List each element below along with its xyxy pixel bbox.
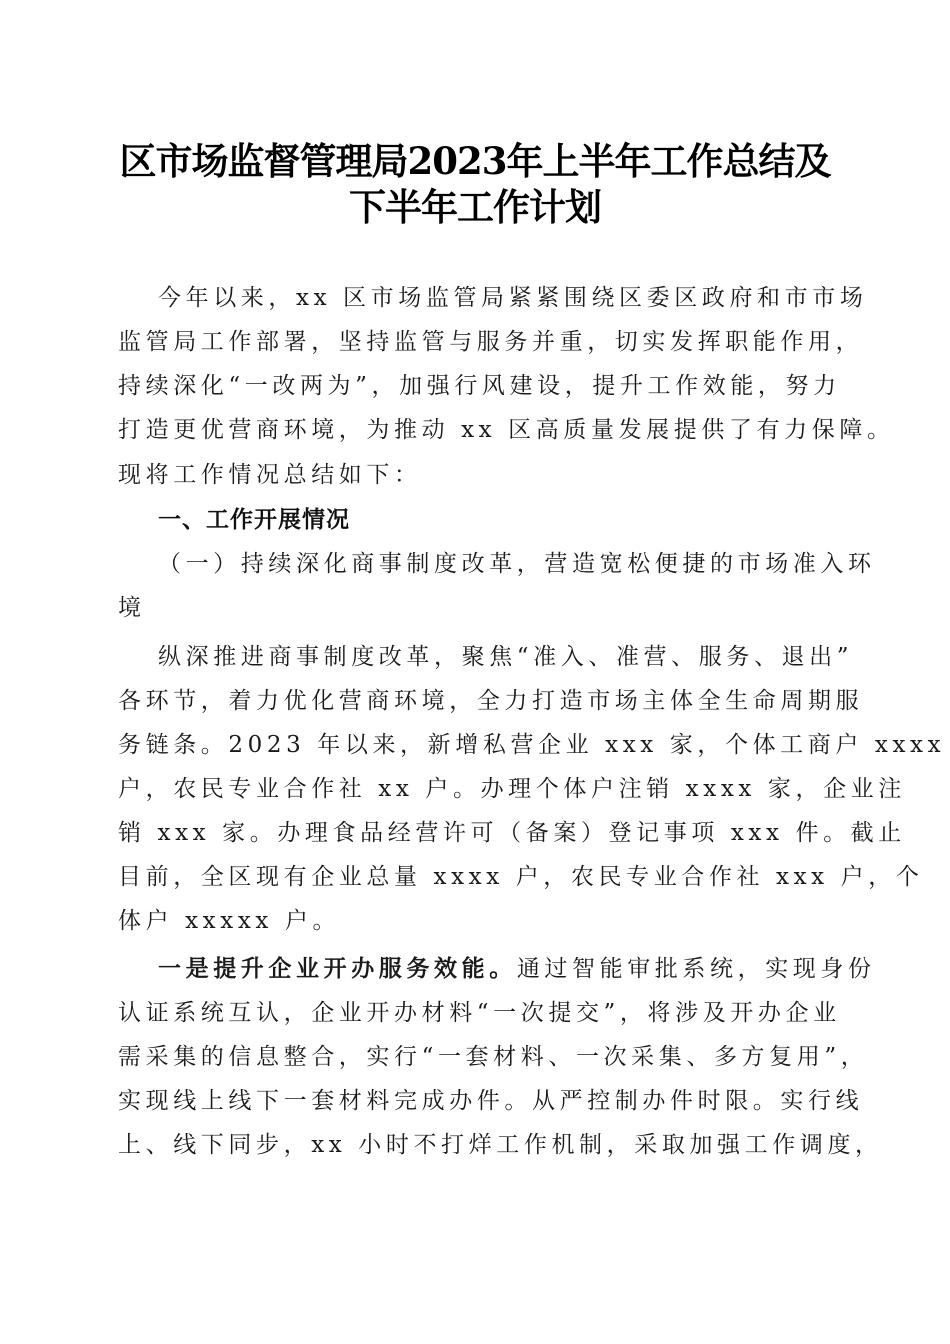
intro-paragraph-line: 监管局工作部署，坚持监管与服务并重，切实发挥职能作用， (118, 329, 864, 355)
document-title-line-1: 区市场监督管理局2023年上半年工作总结及 (119, 139, 831, 183)
body-paragraph-line: 实现线上线下一套材料完成办件。从严控制办件时限。实行线 (118, 1088, 864, 1114)
section-heading: 一、工作开展情况 (158, 507, 350, 533)
document-title-line-2: 下半年工作计划 (349, 185, 601, 229)
subsection-heading-line: 境 (118, 595, 146, 621)
body-paragraph-line: 务链条。2023 年以来，新增私营企业 xxx 家，个体工商户 xxxx (118, 732, 946, 758)
body-paragraph-line: 各环节，着力优化营商环境，全力打造市场主体全生命周期服 (118, 688, 864, 714)
body-paragraph-line: 纵深推进商事制度改革，聚焦“准入、准营、服务、退出” (158, 644, 854, 670)
body-paragraph-line: 销 xxx 家。办理食品经营许可（备案）登记事项 xxx 件。截止 (118, 820, 906, 846)
intro-paragraph-line: 今年以来，xx 区市场监管局紧紧围绕区委区政府和市市场 (158, 285, 868, 311)
body-paragraph-line: 认证系统互认，企业开办材料“一次提交”，将涉及开办企业 (118, 1000, 841, 1026)
subsection-heading-line: （一）持续深化商事制度改革，营造宽松便捷的市场准入环 (158, 551, 876, 577)
body-paragraph-line: 户，农民专业合作社 xx 户。办理个体户注销 xxxx 家，企业注 (118, 776, 906, 802)
intro-paragraph-line: 现将工作情况总结如下： (118, 462, 422, 488)
paragraph-text: 通过智能审批系统，实现身份 (516, 956, 876, 982)
body-paragraph-line: 体户 xxxxx 户。 (118, 908, 341, 934)
body-paragraph-line: 上、线下同步，xx 小时不打烊工作机制，采取加强工作调度， (118, 1132, 883, 1158)
intro-paragraph-line: 持续深化“一改两为”，加强行风建设，提升工作效能，努力 (118, 373, 841, 399)
bold-lead-phrase: 一是提升企业开办服务效能。 (158, 955, 517, 982)
body-paragraph-line (158, 954, 878, 984)
body-paragraph-line: 目前，全区现有企业总量 xxxx 户，农民专业合作社 xxx 户，个 (118, 864, 924, 890)
body-paragraph-line: 需采集的信息整合，实行“一套材料、一次采集、多方复用”， (118, 1044, 869, 1070)
intro-paragraph-line: 打造更优营商环境，为推动 xx 区高质量发展提供了有力保障。 (118, 417, 895, 443)
